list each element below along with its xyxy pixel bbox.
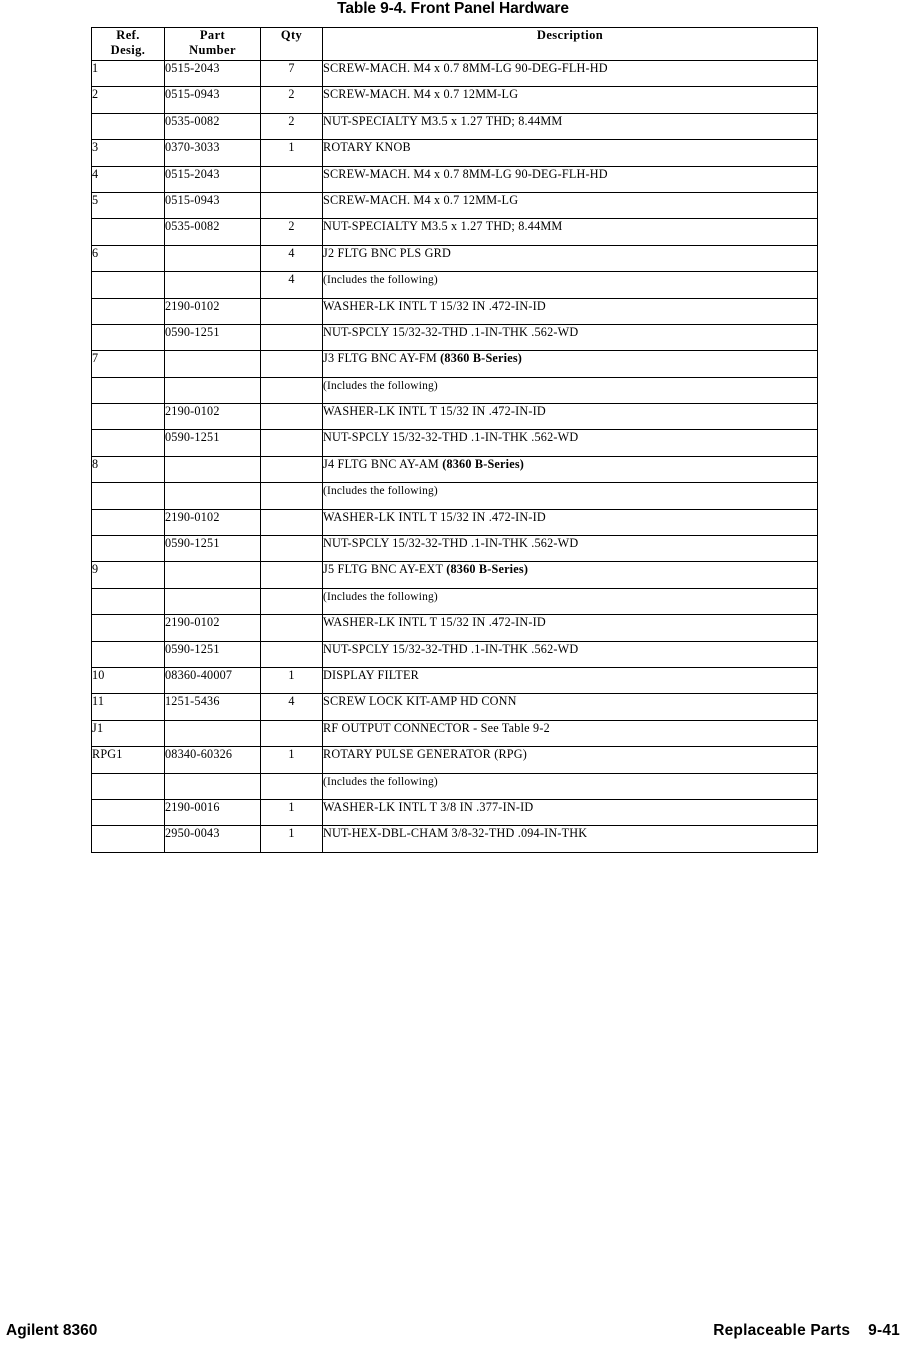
footer-page-number: 9-41 bbox=[868, 1322, 900, 1339]
cell-ref-desig bbox=[92, 615, 165, 641]
cell-ref-desig bbox=[92, 430, 165, 456]
cell-part-number: 0370-3033 bbox=[165, 140, 261, 166]
cell-part-number: 2190-0102 bbox=[165, 615, 261, 641]
cell-qty: 1 bbox=[261, 747, 323, 773]
cell-qty bbox=[261, 509, 323, 535]
cell-part-number bbox=[165, 272, 261, 298]
cell-qty bbox=[261, 773, 323, 799]
column-header-part-line1: Part bbox=[199, 28, 226, 42]
cell-part-number: 0515-2043 bbox=[165, 166, 261, 192]
cell-part-number bbox=[165, 720, 261, 746]
cell-description bbox=[323, 562, 818, 588]
cell-description bbox=[323, 298, 818, 324]
cell-ref-desig: 4 bbox=[92, 166, 165, 192]
column-header-ref-desig bbox=[92, 28, 165, 61]
cell-description bbox=[323, 219, 818, 245]
description-text: (Includes the following) bbox=[323, 590, 438, 603]
cell-description bbox=[323, 377, 818, 403]
table-body bbox=[92, 61, 818, 853]
column-header-part-line2: Number bbox=[189, 43, 236, 57]
cell-description bbox=[323, 456, 818, 482]
cell-ref-desig bbox=[92, 219, 165, 245]
cell-part-number: 0535-0082 bbox=[165, 219, 261, 245]
cell-part-number: 0590-1251 bbox=[165, 430, 261, 456]
table-row bbox=[92, 773, 818, 799]
table-row bbox=[92, 404, 818, 430]
description-series-note: (8360 B-Series) bbox=[442, 456, 525, 471]
cell-description bbox=[323, 430, 818, 456]
cell-ref-desig bbox=[92, 536, 165, 562]
table-row bbox=[92, 509, 818, 535]
cell-description bbox=[323, 192, 818, 218]
cell-ref-desig bbox=[92, 641, 165, 667]
cell-ref-desig: 1 bbox=[92, 61, 165, 87]
cell-part-number: 0590-1251 bbox=[165, 324, 261, 350]
description-text: J3 FLTG BNC AY-FM bbox=[323, 351, 441, 366]
table-row bbox=[92, 61, 818, 87]
cell-part-number: 08360-40007 bbox=[165, 667, 261, 693]
cell-qty bbox=[261, 456, 323, 482]
column-header-ref-line2: Desig. bbox=[110, 43, 146, 57]
cell-part-number: 2190-0102 bbox=[165, 404, 261, 430]
cell-qty: 4 bbox=[261, 245, 323, 271]
table-row bbox=[92, 166, 818, 192]
cell-ref-desig bbox=[92, 272, 165, 298]
cell-part-number: 08340-60326 bbox=[165, 747, 261, 773]
table-row bbox=[92, 562, 818, 588]
cell-description bbox=[323, 826, 818, 852]
description-text: NUT-HEX-DBL-CHAM 3/8-32-THD .094-IN-THK bbox=[323, 826, 588, 841]
description-series-note: (8360 B-Series) bbox=[446, 562, 529, 577]
description-text: NUT-SPCLY 15/32-32-THD .1-IN-THK .562-WD bbox=[323, 324, 579, 339]
cell-description bbox=[323, 61, 818, 87]
cell-ref-desig bbox=[92, 588, 165, 614]
table-row bbox=[92, 641, 818, 667]
cell-ref-desig bbox=[92, 483, 165, 509]
cell-part-number: 2950-0043 bbox=[165, 826, 261, 852]
footer-section-label: Replaceable Parts bbox=[713, 1322, 851, 1339]
cell-part-number bbox=[165, 588, 261, 614]
description-text: WASHER-LK INTL T 15/32 IN .472-IN-ID bbox=[323, 509, 546, 524]
cell-ref-desig: 2 bbox=[92, 87, 165, 113]
description-text: (Includes the following) bbox=[323, 379, 438, 392]
table-row bbox=[92, 536, 818, 562]
cell-ref-desig: 11 bbox=[92, 694, 165, 720]
cell-ref-desig bbox=[92, 773, 165, 799]
table-title: Table 9-4. Front Panel Hardware bbox=[337, 0, 569, 17]
cell-description bbox=[323, 404, 818, 430]
cell-qty: 1 bbox=[261, 799, 323, 825]
cell-description bbox=[323, 641, 818, 667]
description-text: SCREW-MACH. M4 x 0.7 8MM-LG 90-DEG-FLH-HD bbox=[323, 61, 608, 75]
description-text: ROTARY PULSE GENERATOR (RPG) bbox=[323, 747, 528, 762]
cell-part-number: 2190-0102 bbox=[165, 298, 261, 324]
table-row bbox=[92, 456, 818, 482]
table-header bbox=[92, 28, 818, 61]
description-text: NUT-SPCLY 15/32-32-THD .1-IN-THK .562-WD bbox=[323, 536, 579, 551]
cell-ref-desig bbox=[92, 509, 165, 535]
cell-description bbox=[323, 799, 818, 825]
cell-qty: 1 bbox=[261, 826, 323, 852]
column-header-qty: Qty bbox=[261, 28, 323, 61]
cell-part-number: 0590-1251 bbox=[165, 536, 261, 562]
table-row bbox=[92, 245, 818, 271]
cell-part-number: 2190-0102 bbox=[165, 509, 261, 535]
cell-qty bbox=[261, 615, 323, 641]
table-row bbox=[92, 87, 818, 113]
cell-qty: 4 bbox=[261, 272, 323, 298]
description-text: ROTARY KNOB bbox=[323, 140, 411, 155]
cell-description bbox=[323, 694, 818, 720]
cell-ref-desig: 5 bbox=[92, 192, 165, 218]
cell-part-number bbox=[165, 483, 261, 509]
cell-qty bbox=[261, 404, 323, 430]
cell-qty bbox=[261, 351, 323, 377]
table-row bbox=[92, 720, 818, 746]
table-row bbox=[92, 324, 818, 350]
column-header-description: Description bbox=[323, 28, 818, 61]
cell-part-number: 0515-0943 bbox=[165, 192, 261, 218]
table-row bbox=[92, 298, 818, 324]
cell-description bbox=[323, 166, 818, 192]
cell-description bbox=[323, 536, 818, 562]
description-series-note: (8360 B-Series) bbox=[440, 351, 523, 366]
cell-description bbox=[323, 747, 818, 773]
cell-ref-desig: 10 bbox=[92, 667, 165, 693]
cell-qty bbox=[261, 377, 323, 403]
cell-description bbox=[323, 720, 818, 746]
cell-ref-desig bbox=[92, 113, 165, 139]
cell-part-number bbox=[165, 456, 261, 482]
cell-description bbox=[323, 140, 818, 166]
cell-description bbox=[323, 113, 818, 139]
cell-ref-desig bbox=[92, 404, 165, 430]
cell-description bbox=[323, 588, 818, 614]
cell-qty bbox=[261, 483, 323, 509]
table-row bbox=[92, 430, 818, 456]
cell-part-number bbox=[165, 245, 261, 271]
cell-qty bbox=[261, 324, 323, 350]
description-text: RF OUTPUT CONNECTOR - See Table 9-2 bbox=[323, 720, 550, 735]
cell-qty bbox=[261, 192, 323, 218]
description-text: J2 FLTG BNC PLS GRD bbox=[323, 245, 451, 260]
cell-description bbox=[323, 245, 818, 271]
cell-description bbox=[323, 351, 818, 377]
cell-ref-desig: 9 bbox=[92, 562, 165, 588]
cell-qty: 1 bbox=[261, 140, 323, 166]
cell-qty: 1 bbox=[261, 667, 323, 693]
cell-part-number: 2190-0016 bbox=[165, 799, 261, 825]
description-text: SCREW LOCK KIT-AMP HD CONN bbox=[323, 694, 517, 709]
table-row bbox=[92, 615, 818, 641]
table-row bbox=[92, 667, 818, 693]
cell-ref-desig bbox=[92, 799, 165, 825]
cell-ref-desig: J1 bbox=[92, 720, 165, 746]
table-row bbox=[92, 351, 818, 377]
cell-part-number: 0515-0943 bbox=[165, 87, 261, 113]
cell-qty: 2 bbox=[261, 113, 323, 139]
table-row bbox=[92, 272, 818, 298]
cell-qty: 2 bbox=[261, 219, 323, 245]
cell-qty: 7 bbox=[261, 61, 323, 87]
table-row bbox=[92, 483, 818, 509]
front-panel-hardware-table bbox=[91, 27, 818, 853]
cell-part-number: 0515-2043 bbox=[165, 61, 261, 87]
cell-ref-desig: 8 bbox=[92, 456, 165, 482]
description-text: WASHER-LK INTL T 15/32 IN .472-IN-ID bbox=[323, 615, 546, 630]
description-text: SCREW-MACH. M4 x 0.7 12MM-LG bbox=[323, 192, 519, 207]
cell-description bbox=[323, 483, 818, 509]
description-text: (Includes the following) bbox=[323, 775, 438, 788]
cell-description bbox=[323, 773, 818, 799]
cell-ref-desig: RPG1 bbox=[92, 747, 165, 773]
footer-section bbox=[713, 1322, 900, 1340]
description-text: J5 FLTG BNC AY-EXT bbox=[323, 562, 447, 577]
cell-qty bbox=[261, 588, 323, 614]
column-header-part-number bbox=[165, 28, 261, 61]
description-text: WASHER-LK INTL T 15/32 IN .472-IN-ID bbox=[323, 298, 546, 313]
description-text: WASHER-LK INTL T 15/32 IN .472-IN-ID bbox=[323, 404, 546, 419]
cell-ref-desig: 3 bbox=[92, 140, 165, 166]
cell-part-number: 0535-0082 bbox=[165, 113, 261, 139]
cell-ref-desig bbox=[92, 324, 165, 350]
description-text: NUT-SPECIALTY M3.5 x 1.27 THD; 8.44MM bbox=[323, 219, 563, 234]
description-text: WASHER-LK INTL T 3/8 IN .377-IN-ID bbox=[323, 799, 534, 814]
table-row bbox=[92, 219, 818, 245]
cell-part-number: 1251-5436 bbox=[165, 694, 261, 720]
table-row bbox=[92, 826, 818, 852]
cell-description bbox=[323, 87, 818, 113]
description-text: J4 FLTG BNC AY-AM bbox=[323, 456, 443, 471]
cell-description bbox=[323, 667, 818, 693]
cell-description bbox=[323, 615, 818, 641]
description-text: SCREW-MACH. M4 x 0.7 12MM-LG bbox=[323, 87, 519, 102]
table-row bbox=[92, 799, 818, 825]
description-text: NUT-SPECIALTY M3.5 x 1.27 THD; 8.44MM bbox=[323, 113, 563, 128]
table-row bbox=[92, 588, 818, 614]
description-text: SCREW-MACH. M4 x 0.7 8MM-LG 90-DEG-FLH-HD bbox=[323, 166, 608, 181]
cell-qty bbox=[261, 298, 323, 324]
cell-ref-desig bbox=[92, 826, 165, 852]
cell-qty: 2 bbox=[261, 87, 323, 113]
description-text: DISPLAY FILTER bbox=[323, 667, 419, 682]
cell-qty bbox=[261, 536, 323, 562]
cell-ref-desig: 7 bbox=[92, 351, 165, 377]
table-row bbox=[92, 192, 818, 218]
cell-part-number bbox=[165, 351, 261, 377]
cell-qty: 4 bbox=[261, 694, 323, 720]
table-row bbox=[92, 113, 818, 139]
cell-part-number bbox=[165, 562, 261, 588]
cell-description bbox=[323, 324, 818, 350]
description-text: (Includes the following) bbox=[323, 485, 438, 498]
footer-product: Agilent 8360 bbox=[6, 1322, 98, 1339]
cell-ref-desig bbox=[92, 298, 165, 324]
cell-ref-desig: 6 bbox=[92, 245, 165, 271]
cell-ref-desig bbox=[92, 377, 165, 403]
table-row bbox=[92, 694, 818, 720]
cell-qty bbox=[261, 720, 323, 746]
cell-part-number bbox=[165, 773, 261, 799]
cell-part-number: 0590-1251 bbox=[165, 641, 261, 667]
cell-qty bbox=[261, 562, 323, 588]
cell-qty bbox=[261, 641, 323, 667]
description-text: (Includes the following) bbox=[323, 274, 438, 287]
cell-qty bbox=[261, 166, 323, 192]
table-header-row bbox=[92, 28, 818, 61]
cell-qty bbox=[261, 430, 323, 456]
table-row bbox=[92, 747, 818, 773]
cell-part-number bbox=[165, 377, 261, 403]
cell-description bbox=[323, 272, 818, 298]
description-text: NUT-SPCLY 15/32-32-THD .1-IN-THK .562-WD bbox=[323, 430, 579, 445]
column-header-ref-line1: Ref. bbox=[116, 28, 140, 42]
table-row bbox=[92, 377, 818, 403]
table-row bbox=[92, 140, 818, 166]
description-text: NUT-SPCLY 15/32-32-THD .1-IN-THK .562-WD bbox=[323, 641, 579, 656]
cell-description bbox=[323, 509, 818, 535]
